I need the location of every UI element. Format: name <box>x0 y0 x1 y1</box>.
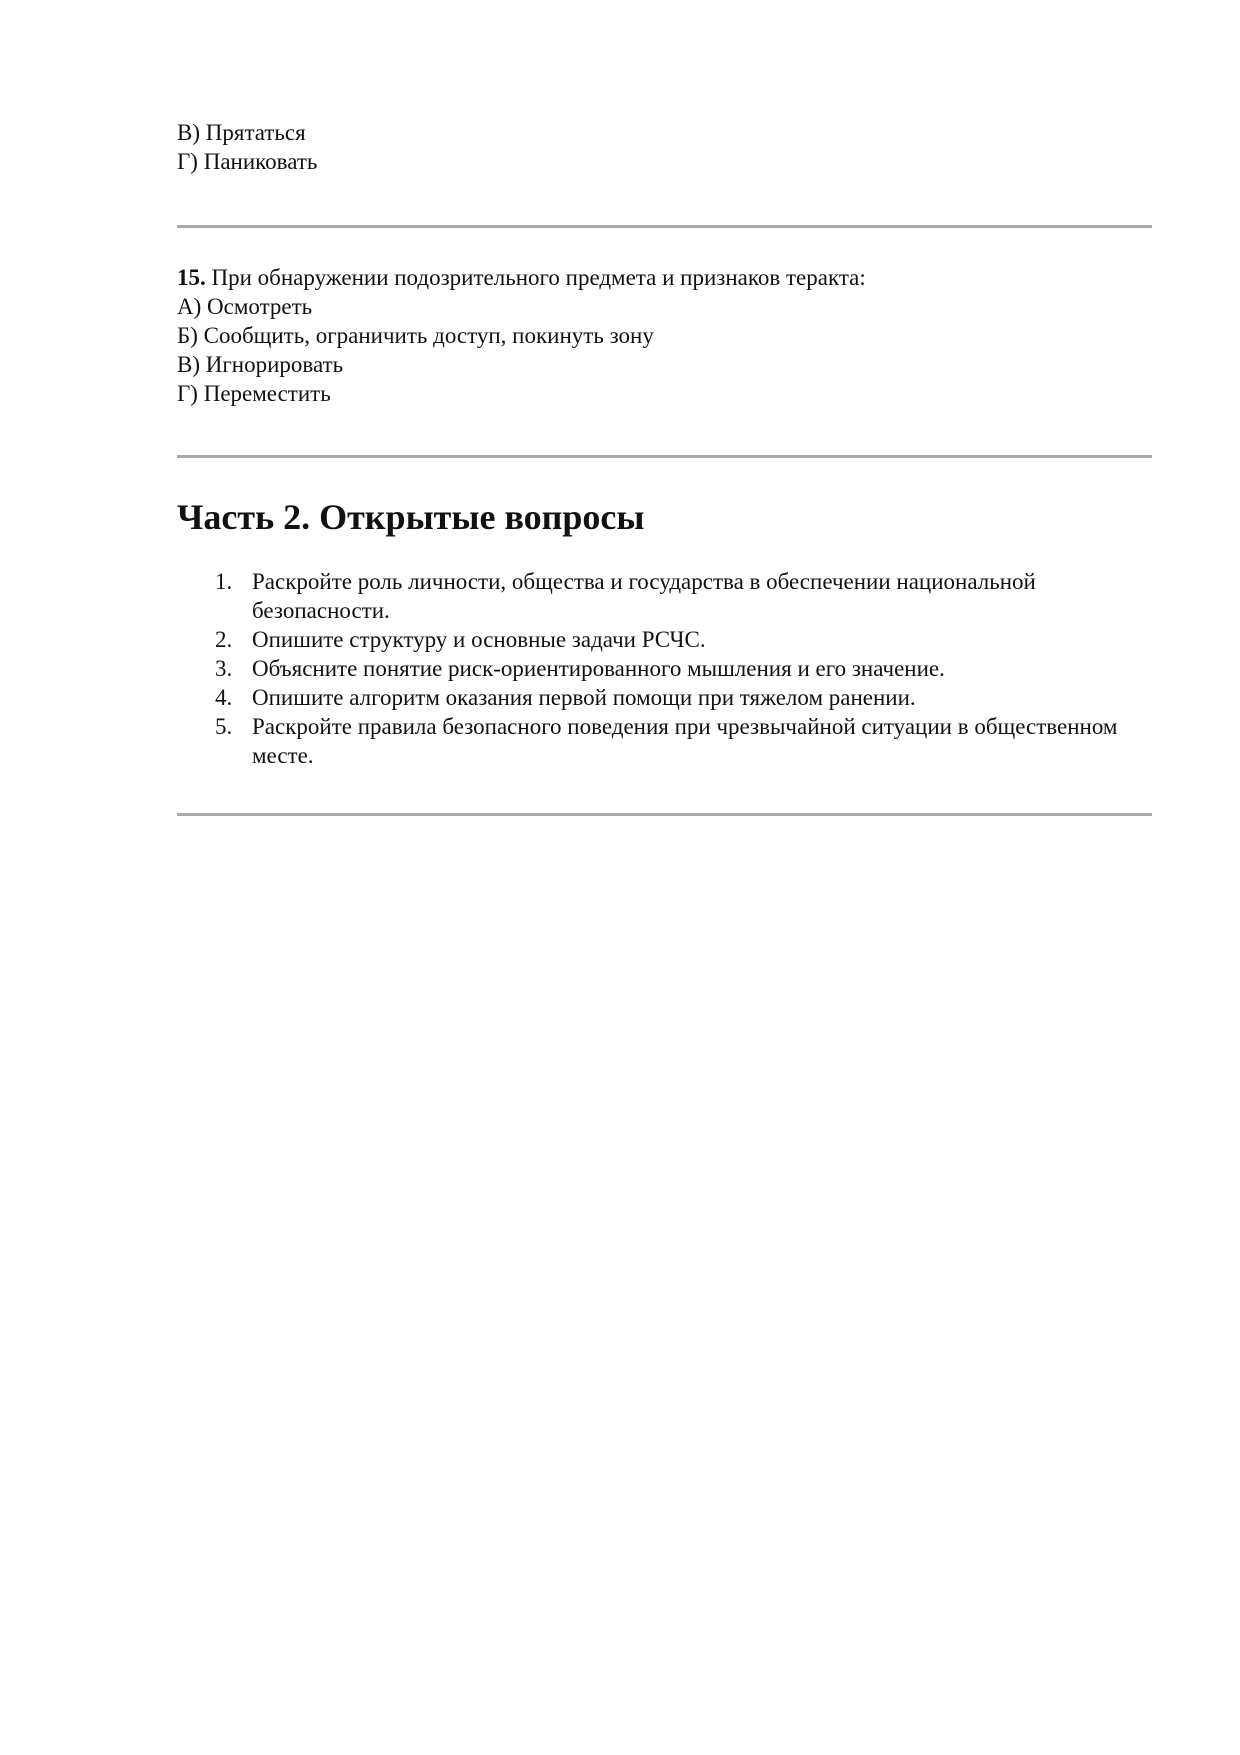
list-item <box>177 625 1152 654</box>
list-item-text: Объясните понятие риск-ориентированного мышления и его значение. <box>252 656 945 681</box>
list-item-number: 2. <box>215 627 233 652</box>
list-item-number: 3. <box>215 656 233 681</box>
list-item <box>177 567 1152 625</box>
divider <box>177 455 1152 458</box>
list-item-text: Опишите алгоритм оказания первой помощи при тяжелом ранении. <box>252 685 916 710</box>
prev-option-v: В) Прятаться <box>177 120 306 145</box>
list-item-text: Раскройте правила безопасного поведения при чрезвычайной ситуации в общественном месте. <box>252 714 1118 768</box>
list-item-text: Опишите структуру и основные задачи РСЧС. <box>252 627 706 652</box>
option-v: В) Игнорировать <box>177 352 344 377</box>
divider <box>177 225 1152 228</box>
divider <box>177 813 1152 816</box>
question-number: 15. <box>177 265 206 290</box>
question-15 <box>177 263 866 292</box>
option-a: А) Осмотреть <box>177 294 313 319</box>
option-b: Б) Сообщить, ограничить доступ, покинуть зону <box>177 323 654 348</box>
list-item-number: 1. <box>215 569 233 594</box>
list-item <box>177 712 1152 770</box>
list-item-text: Раскройте роль личности, общества и государства в обеспечении национальной безопасности. <box>252 569 1036 623</box>
list-item-number: 5. <box>215 714 233 739</box>
section-heading: Часть 2. Открытые вопросы <box>177 497 645 537</box>
prev-option-g: Г) Паниковать <box>177 149 318 174</box>
list-item-number: 4. <box>215 685 233 710</box>
open-questions-list <box>177 567 1152 770</box>
option-g: Г) Переместить <box>177 381 331 406</box>
list-item <box>177 683 1152 712</box>
list-item <box>177 654 1152 683</box>
question-text: При обнаружении подозрительного предмета и признаков теракта: <box>211 265 866 290</box>
